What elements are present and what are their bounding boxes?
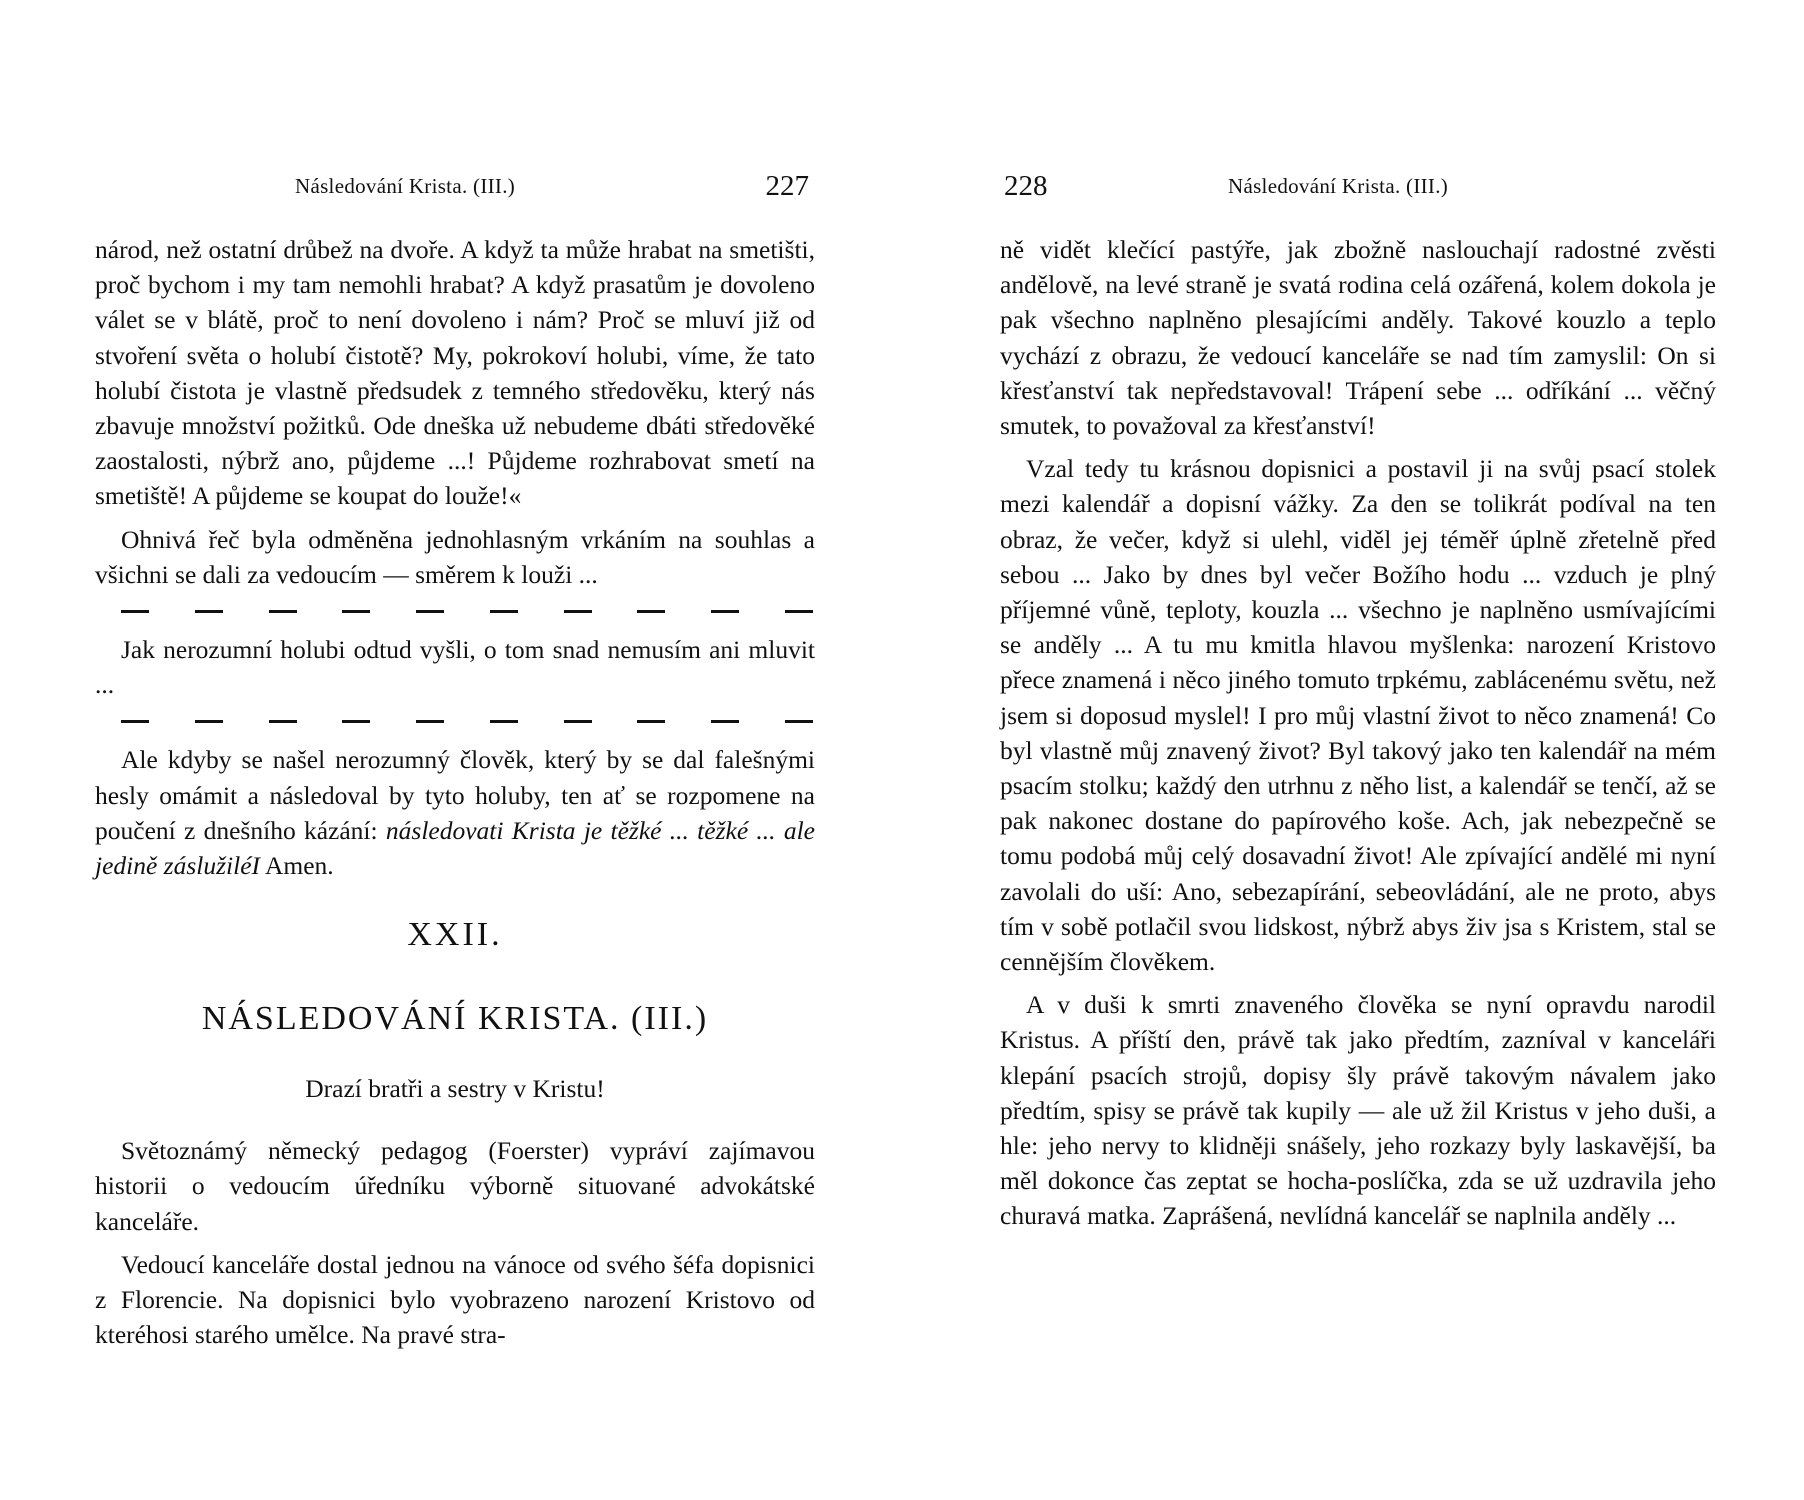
paragraph: A v duši k smrti znaveného člověka se nyní opravdu narodil Kristus. A příští den, právě tak jako předtím, zazníval v kanceláři klepání psacích strojů, dopisy šly právě takovým návalem jako předtím, spisy se právě tak kupily — ale už žil Kristus v jeho duši, a hle: jeho nervy to klidněji snášely, jeho rozkazy byly laskavější, ba měl dokonce čas zeptat se hocha-poslíčka, zda se už uzdravila jeho churavá matka. Zaprášená, nevlídná kancelář se naplnila anděly ... (1000, 990, 1716, 1231)
paragraph: Jak nerozumní holubi odtud vyšli, o tom snad nemusím ani mluvit ... (95, 635, 815, 700)
running-title: Následování Krista. (III.) (1228, 174, 1449, 198)
page-number: 228 (1004, 170, 1048, 202)
left-page (95, 0, 815, 1500)
dash-separator (95, 600, 815, 632)
chapter-title: NÁSLEDOVÁNÍ KRISTA. (III.) (201, 1000, 709, 1038)
paragraph: Ohnivá řeč byla odměněna jednohlasným vrkáním na souhlas a všichni se dali za vedoucím — směrem k louži ... (95, 524, 815, 589)
right-page-body (1000, 232, 1716, 1234)
page-number: 227 (765, 170, 809, 202)
left-page-body (95, 232, 815, 1352)
paragraph (95, 742, 815, 883)
chapter-number: XXII. (407, 916, 503, 954)
paragraph: ně vidět klečící pastýře, jak zbožně naslouchají radostné zvěsti andělově, na levé straně je svatá rodina celá ozářená, kolem dokola je pak všechno naplněno plesajícími anděly. Takové kouzlo a teplo vychází z obrazu, že vedoucí kanceláře se nad tím zamyslil: On si křesťanství tak nepředstavoval! Trápení sebe ... odříkání ... věčný smutek, to považoval za křesťanství! (1000, 235, 1716, 441)
paragraph: Vzal tedy tu krásnou dopisnici a postavil ji na svůj psací stolek mezi kalendář a dopisní vážky. Za den se tolikrát podíval na ten obraz, že večer, když si ulehl, viděl jej téměř úplně zřetelně před sebou ... Jako by dnes byl večer Božího hodu ... vzduch je plný příjemné vůně, teploty, kouzla ... všechno je naplněno usmívajícími se anděly ... A tu mu kmitla hlavou myšlenka: narození Kristovo přece znamená i něco jiného tomuto trpkému, zablácenému světu, než jsem si doposud myslel! I pro můj vlastní život to něco znamená! Co byl vlastně můj znavený život? Byl takový jako ten kalendář na mém psacím stolku; každý den utrhnu z něho list, a kalendář se tenčí, až se pak nakonec dostane do papírového koše. Ach, jak nebezpečně se tomu podobá můj celý dosavadní život! Ale zpívající andělé mi nyní zavolali do uší: Ano, sebezapírání, sebeovládání, ale ne proto, abys tím v sobě potlačil svou lidskost, nýbrž abys živ jsa s Kristem, stal se cennějším člověkem. (1000, 454, 1716, 977)
paragraph-end: Amen. (264, 851, 334, 881)
dash-separator (95, 710, 815, 742)
paragraph: národ, než ostatní drůbež na dvoře. A když ta může hrabat na smetišti, proč bychom i my tam nemohli hrabat? A když prasatům je dovoleno válet se v blátě, proč to není dovoleno i nám? Proč se mluví již od stvoření světa o holubí čistotě? My, pokrokoví holubi, víme, že tato holubí čistota je vlastně předsudek z temného středověku, který nás zbavuje množství požitků. Ode dneška už nebudeme dbáti středověké zaostalosti, nýbrž ano, půjdeme ...! Půjdeme rozhrabovat smetí na smetiště! A půjdeme se koupat do louže!« (95, 235, 815, 511)
running-title: Následování Krista. (III.) (295, 174, 516, 198)
salutation: Drazí bratři a sestry v Kristu! (305, 1074, 605, 1104)
paragraph: Vedoucí kanceláře dostal jednou na vánoce od svého šéfa dopisnici z Florencie. Na dopisnici bylo vyobrazeno narození Kristovo od kteréhosi starého umělce. Na pravé stra- (95, 1249, 815, 1350)
running-head-right (1000, 170, 1720, 210)
paragraph: Světoznámý německý pedagog (Foerster) vypráví zajímavou historii o vedoucím úředníku výborně situované advokátské kanceláře. (95, 1136, 815, 1236)
running-head-left (95, 170, 815, 210)
paragraph-text: Ale kdyby se našel nerozumný člověk, který by se dal falešnými hesly omámit a následoval by tyto holuby, ten ať se rozpomene na poučení z dnešního kázání: (95, 745, 815, 845)
right-page (1000, 0, 1720, 1500)
italic-phrase: následovati Krista je těžké ... těžké ... ale jedině záslužiléI (95, 815, 815, 881)
